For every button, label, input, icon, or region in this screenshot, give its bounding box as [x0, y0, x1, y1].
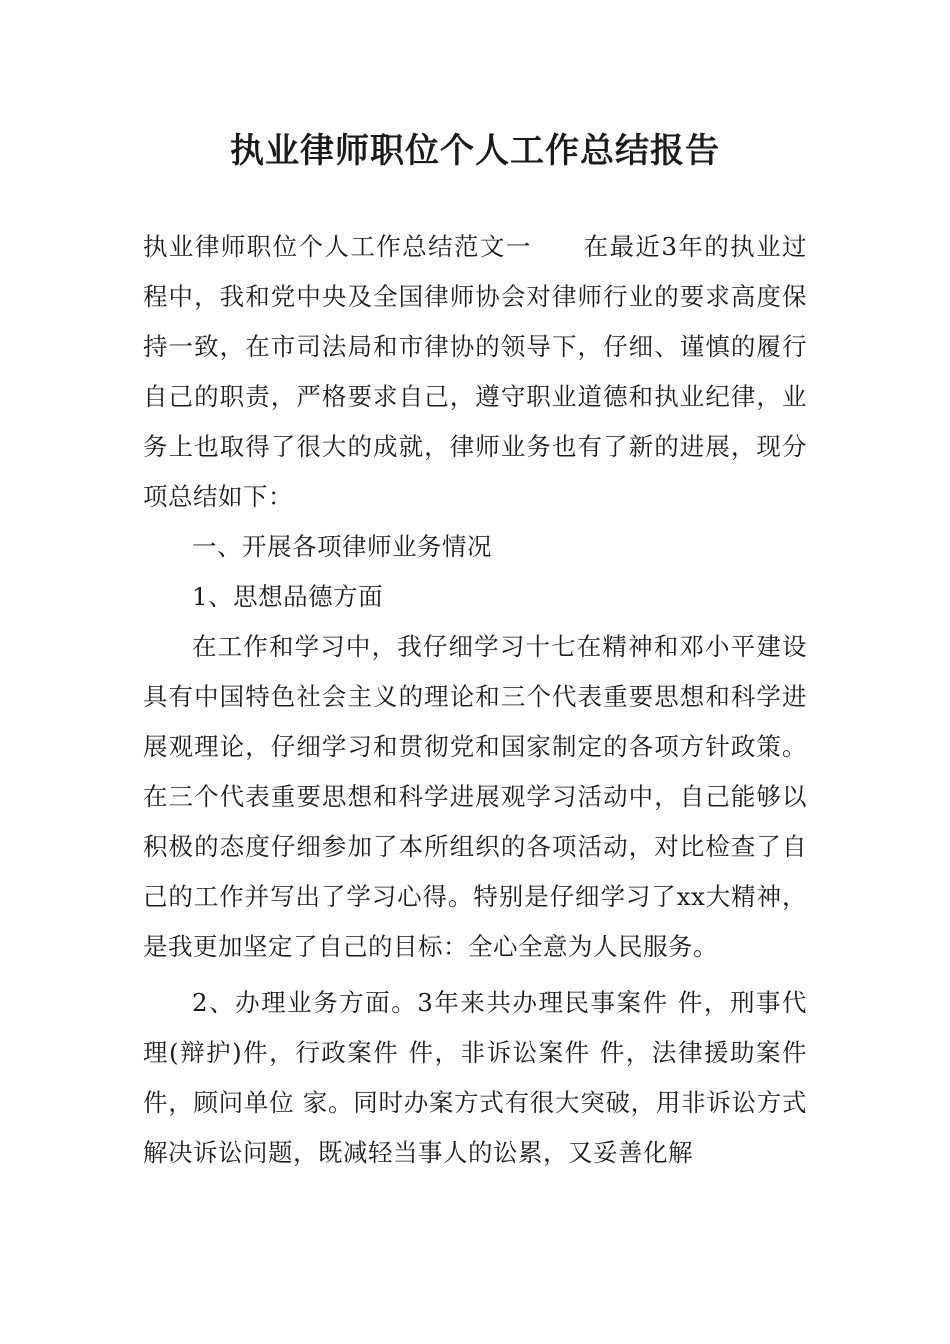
section-heading-1: 一、开展各项律师业务情况 — [192, 532, 492, 561]
ideology-paragraph: 在工作和学习中，我仔细学习十七在精神和邓小平建设具有中国特色社会主义的理论和三个代表重要思想和科学进展观理论，仔细学习和贯彻党和国家制定的各项方针政策。在三个代表重要思想和科学进展观学习活动中，自己能够以积极的态度仔细参加了本所组织的各项活动，对比检查了自己的工作并写出了学习心得。特别是仔细学习了xx大精神，是我更加坚定了自己的目标：全心全意为人民服务。 — [143, 632, 807, 961]
document-title: 执业律师职位个人工作总结报告 — [230, 131, 720, 171]
subsection-heading-1: 1、思想品德方面 — [192, 582, 384, 611]
document-body — [143, 222, 807, 1178]
casework-paragraph: 2、办理业务方面。3年来共办理民事案件 件，刑事代理(辩护)件，行政案件 件，非诉讼案件 件，法律援助案件 件，顾问单位 家。同时办案方式有很大突破，用非诉讼方式解决诉讼问题，既减轻当事人的讼累，又妥善化解 — [143, 988, 807, 1167]
intro-paragraph: 执业律师职位个人工作总结范文一 在最近3年的执业过程中，我和党中央及全国律师协会对律师行业的要求高度保持一致，在市司法局和市律协的领导下，仔细、谨慎的履行自己的职责，严格要求自己，遵守职业道德和执业纪律，业务上也取得了很大的成就，律师业务也有了新的进展，现分项总结如下： — [143, 232, 807, 511]
